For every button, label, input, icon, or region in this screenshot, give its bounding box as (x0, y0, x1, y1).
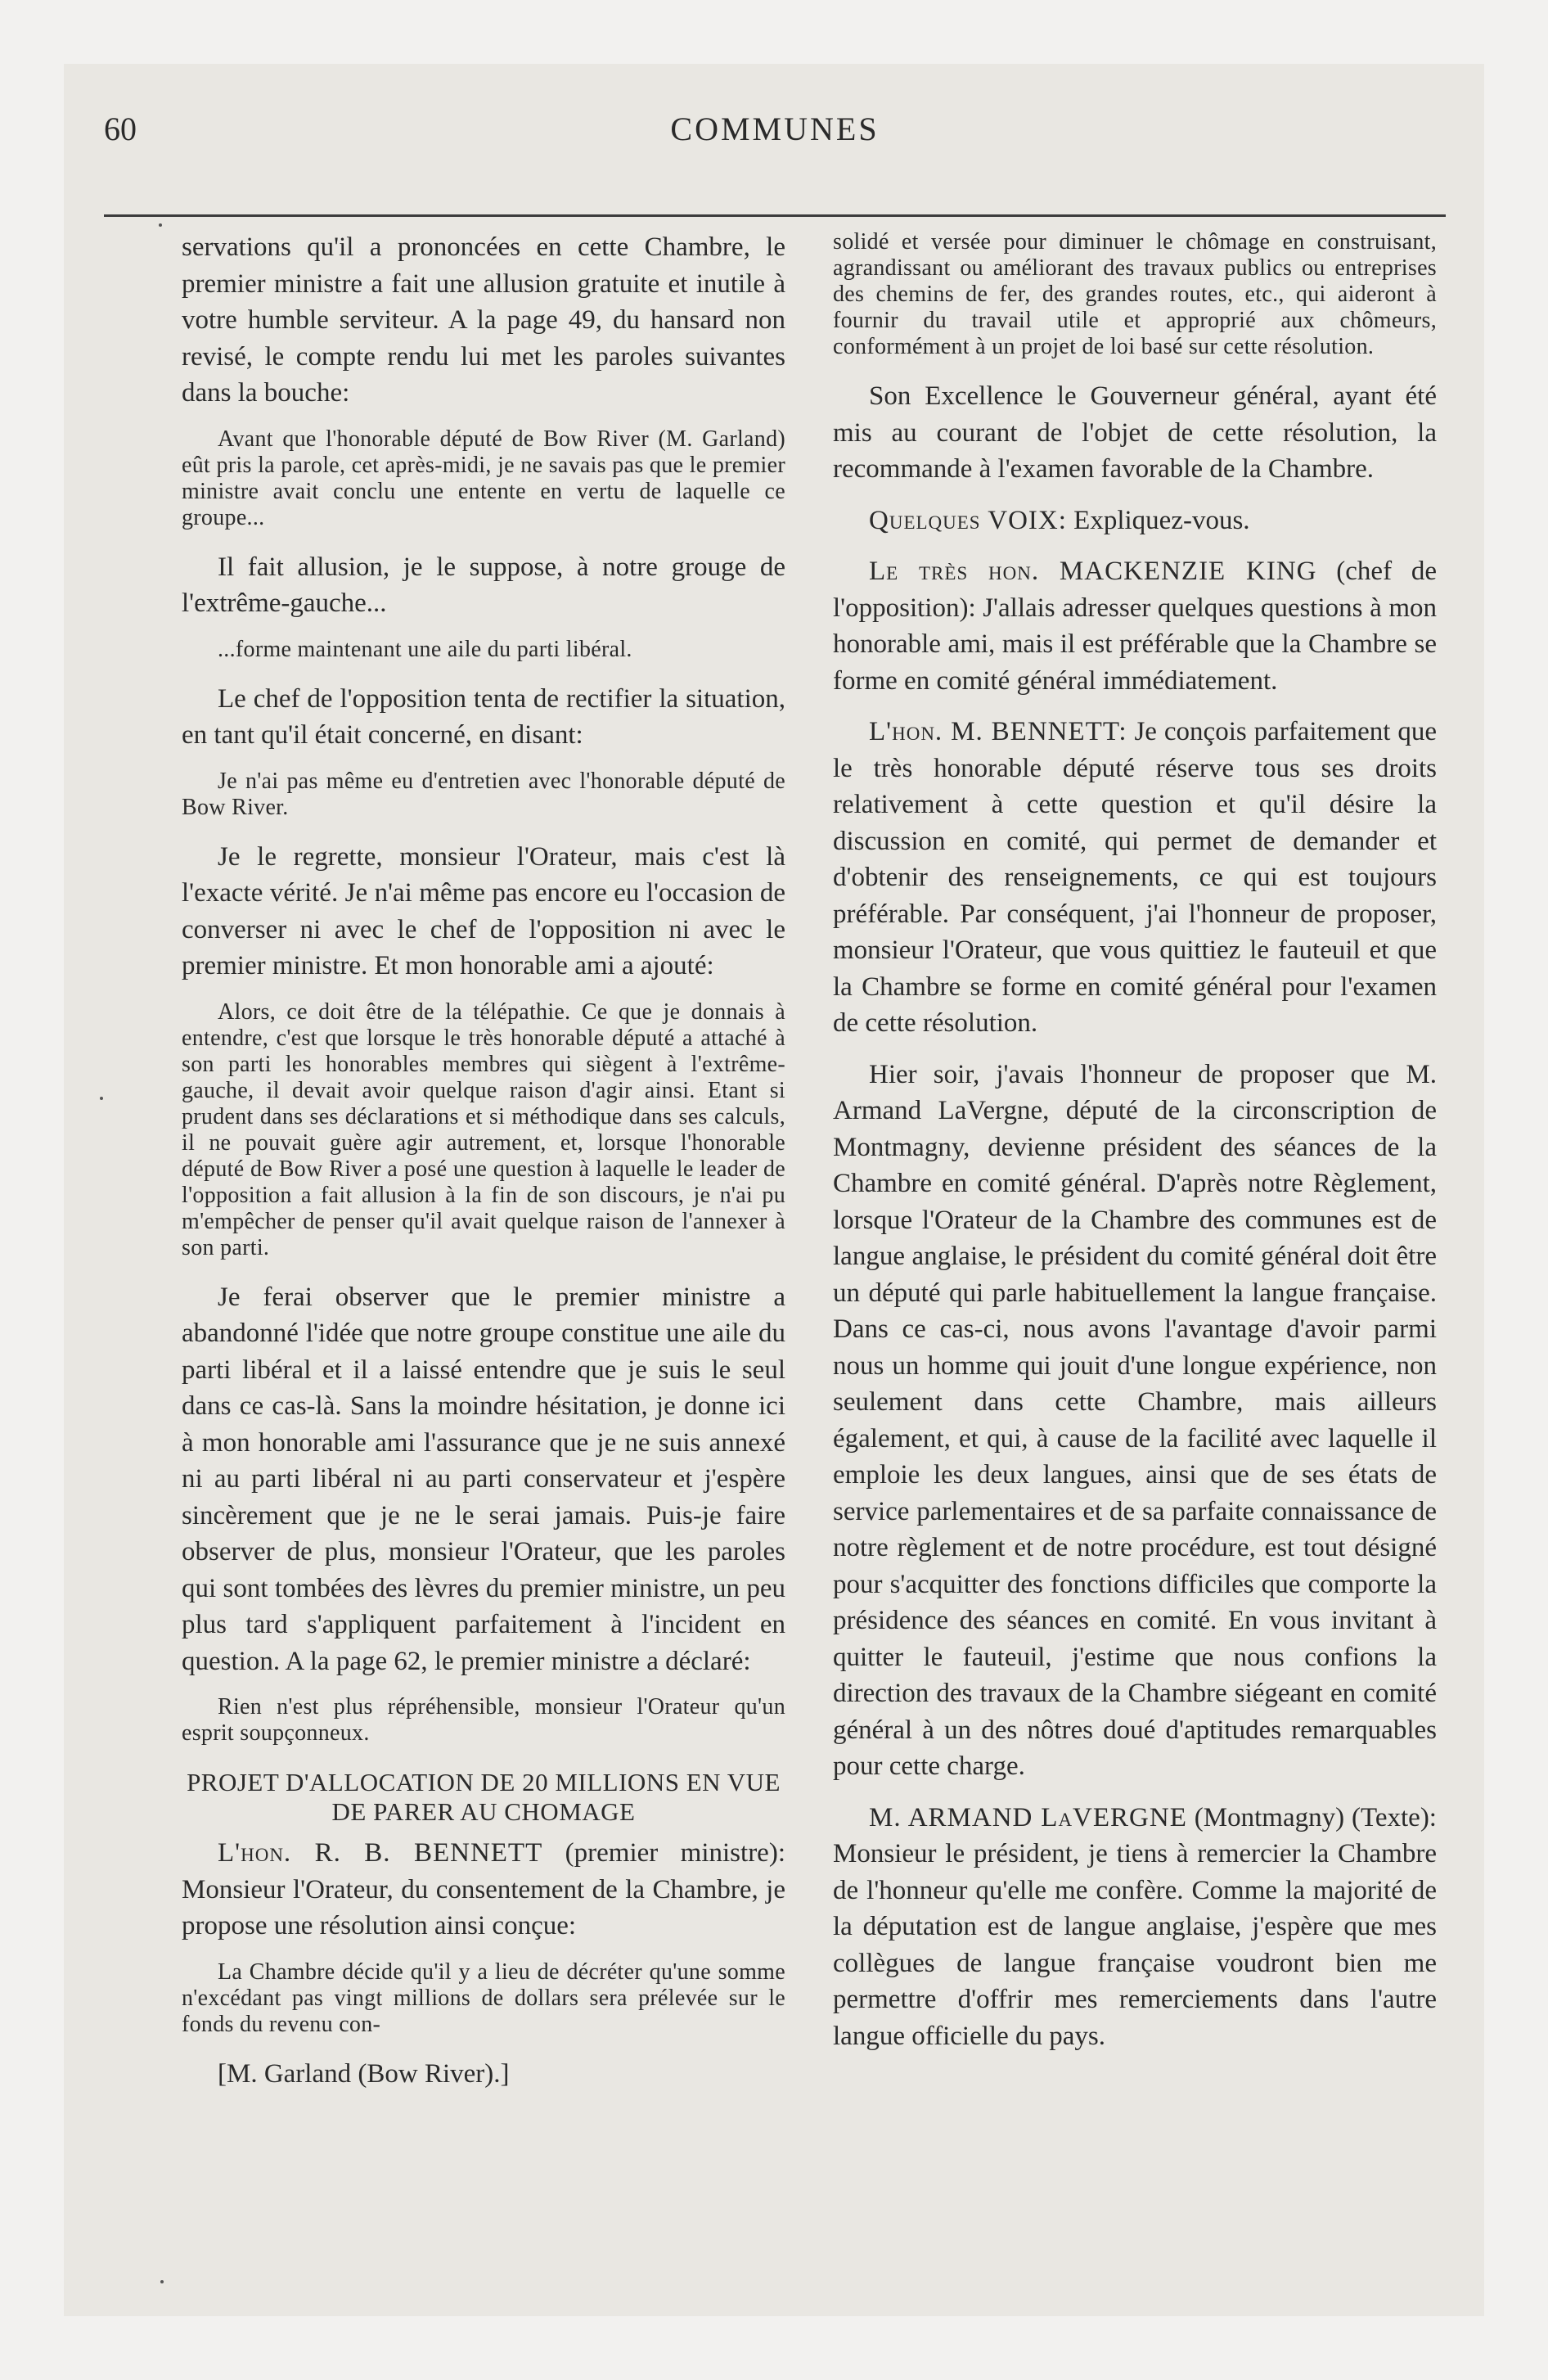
page-header (104, 97, 1446, 146)
scan-speck (160, 2280, 164, 2283)
speech-text: Expliquez-vous. (1066, 505, 1250, 535)
quotation: Avant que l'honorable député de Bow River (M. Garland) eût pris la parole, cet après-midi, je ne savais pas que le premier ministre avait conclu une entente en vertu de laquelle ce groupe... (182, 426, 785, 530)
paragraph (833, 553, 1437, 699)
paragraph: Son Excellence le Gouverneur général, ayant été mis au courant de l'objet de cette résolution, la recommande à l'examen favorable de la Chambre. (833, 381, 1437, 484)
speech-text: (premier ministre): Monsieur l'Orateur, du consentement de la Chambre, je propose une résolution ainsi conçue: (182, 1838, 785, 1941)
paragraph (833, 714, 1437, 1042)
quotation: Je n'ai pas même eu d'entretien avec l'honorable député de Bow River. (182, 768, 785, 820)
speech-text: Je conçois parfaitement que le très honorable député réserve tous ses droits relativement à cette question et qu'il désire la discussion en comité, qui permet de demander et d'obtenir des renseignements, ce qui est toujours préférable. Par conséquent, j'ai l'honneur de proposer, monsieur l'Orateur, que vous quittiez le fauteuil et que la Chambre se forme en comité général pour l'examen de cette résolution. (833, 717, 1437, 1038)
page-footer-note: [M. Garland (Bow River).] (218, 2058, 510, 2089)
speaker-name: M. ARMAND LaVERGNE (869, 1802, 1187, 1832)
quotation: Alors, ce doit être de la télépathie. Ce que je donnais à entendre, c'est que lorsque le très honorable député a attaché à son parti les honorables membres qui siègent à l'extrême-gauche, il devait avoir quelque raison d'agir ainsi. Etant si prudent dans ses déclarations et si méthodique dans ses calculs, il ne pouvait guère agir autrement, et, lorsque l'honorable député de Bow River a posé une question à laquelle le leader de l'opposition a fait allusion à la fin de son discours, je n'ai pu m'empêcher de penser qu'il avait quelque raison de l'annexer à son parti. (182, 998, 785, 1260)
header-rule (104, 214, 1446, 217)
quotation: Rien n'est plus répréhensible, monsieur l'Orateur qu'un esprit soupçonneux. (182, 1694, 785, 1746)
speech-text: (Montmagny) (Texte): Monsieur le président, je tiens à remercier la Chambre de l'honneur qu'elle me confère. Comme la majorité de la députation est de langue anglaise, j'espère que mes collègues de langue française voudront bien me permettre d'offrir mes remerciements dans l'autre langue officielle du pays. (833, 1802, 1437, 2051)
paragraph: Je ferai observer que le premier ministre a abandonné l'idée que notre groupe constitue une aile du parti libéral et il a laissé entendre que je suis le seul dans ce cas-là. Sans la moindre hésitation, je donne ici à mon honorable ami l'assurance que je ne suis annexé ni au parti libéral ni au parti conservateur et j'espère sincèrement que je ne le serai jamais. Puis-je faire observer de plus, monsieur l'Orateur, que les paroles qui sont tombées des lèvres du premier ministre, un peu plus tard s'appliquent parfaitement à l'incident en question. A la page 62, le premier ministre a déclaré: (182, 1282, 785, 1676)
speaker-name: Le très hon. MACKENZIE KING (869, 557, 1317, 586)
scan-speck (159, 223, 162, 227)
right-column (833, 229, 1437, 2069)
speaker-name: L'hon. M. BENNETT: (869, 717, 1127, 746)
paragraph: Hier soir, j'avais l'honneur de proposer que M. Armand LaVergne, député de la circonscription de Montmagny, devienne président des séances de la Chambre en comité général. D'après notre Règlement, lorsque l'Orateur de la Chambre des communes est de langue anglaise, le président du comité général doit être un député qui parle habituellement la langue française. Dans ce cas-ci, nous avons l'avantage d'avoir parmi nous un homme qui jouit d'une longue expérience, non seulement dans cette Chambre, mais ailleurs également, et qui, à cause de la facilité avec laquelle il emploie les deux langues, ainsi que de ses états de service parlementaires et de sa parfaite connaissance de notre règlement et de notre procédure, est tout désigné pour s'acquitter des fonctions difficiles que comporte la présidence des séances en comité. En vous invitant à quitter le fauteuil, j'estime que nous confions la direction des travaux de la Chambre siégeant en comité général à un des nôtres doué d'aptitudes remarquables pour cette charge. (833, 1059, 1437, 1781)
speaker-name: Quelques VOIX: (869, 505, 1067, 535)
quotation: solidé et versée pour diminuer le chômage en construisant, agrandissant ou améliorant des travaux publics ou entreprises des chemins de fer, des grandes routes, etc., qui aideront à fournir du travail utile et approprié aux chômeurs, conformément à un projet de loi basé sur cette résolution. (833, 229, 1437, 359)
speaker-name: L'hon. R. B. BENNETT (218, 1838, 543, 1868)
page-number: 60 (104, 110, 137, 147)
paragraph: Je le regrette, monsieur l'Orateur, mais c'est là l'exacte vérité. Je n'ai même pas encore eu l'occasion de converser ni avec le chef de l'opposition ni avec le premier ministre. Et mon honorable ami a ajouté: (182, 841, 785, 980)
section-heading: PROJET D'ALLOCATION DE 20 MILLIONS EN VUE DE PARER AU CHOMAGE (187, 1768, 781, 1826)
left-column (182, 229, 785, 2107)
running-title: COMMUNES (670, 110, 880, 147)
paragraph (833, 503, 1437, 539)
paragraph: servations qu'il a prononcées en cette Chambre, le premier ministre a fait une allusion gratuite et inutile à votre humble serviteur. A la page 49, du hansard non revisé, le compte rendu lui met les paroles suivantes dans la bouche: (182, 232, 785, 408)
paragraph: Le chef de l'opposition tenta de rectifier la situation, en tant qu'il était concerné, en disant: (182, 683, 785, 750)
paragraph (182, 1835, 785, 1945)
paragraph: Il fait allusion, je le suppose, à notre grouge de l'extrême-gauche... (182, 552, 785, 618)
quotation: La Chambre décide qu'il y a lieu de décréter qu'une somme n'excédant pas vingt millions de dollars sera prélevée sur le fonds du revenu con- (182, 1959, 785, 2037)
speech-text: (chef de l'opposition): J'allais adresser quelques questions à mon honorable ami, mais il est préférable que la Chambre se forme en comité général immédiatement. (833, 557, 1438, 696)
quotation: ...forme maintenant une aile du parti libéral. (218, 636, 632, 662)
scan-speck (100, 1097, 103, 1100)
paragraph (833, 1800, 1437, 2055)
